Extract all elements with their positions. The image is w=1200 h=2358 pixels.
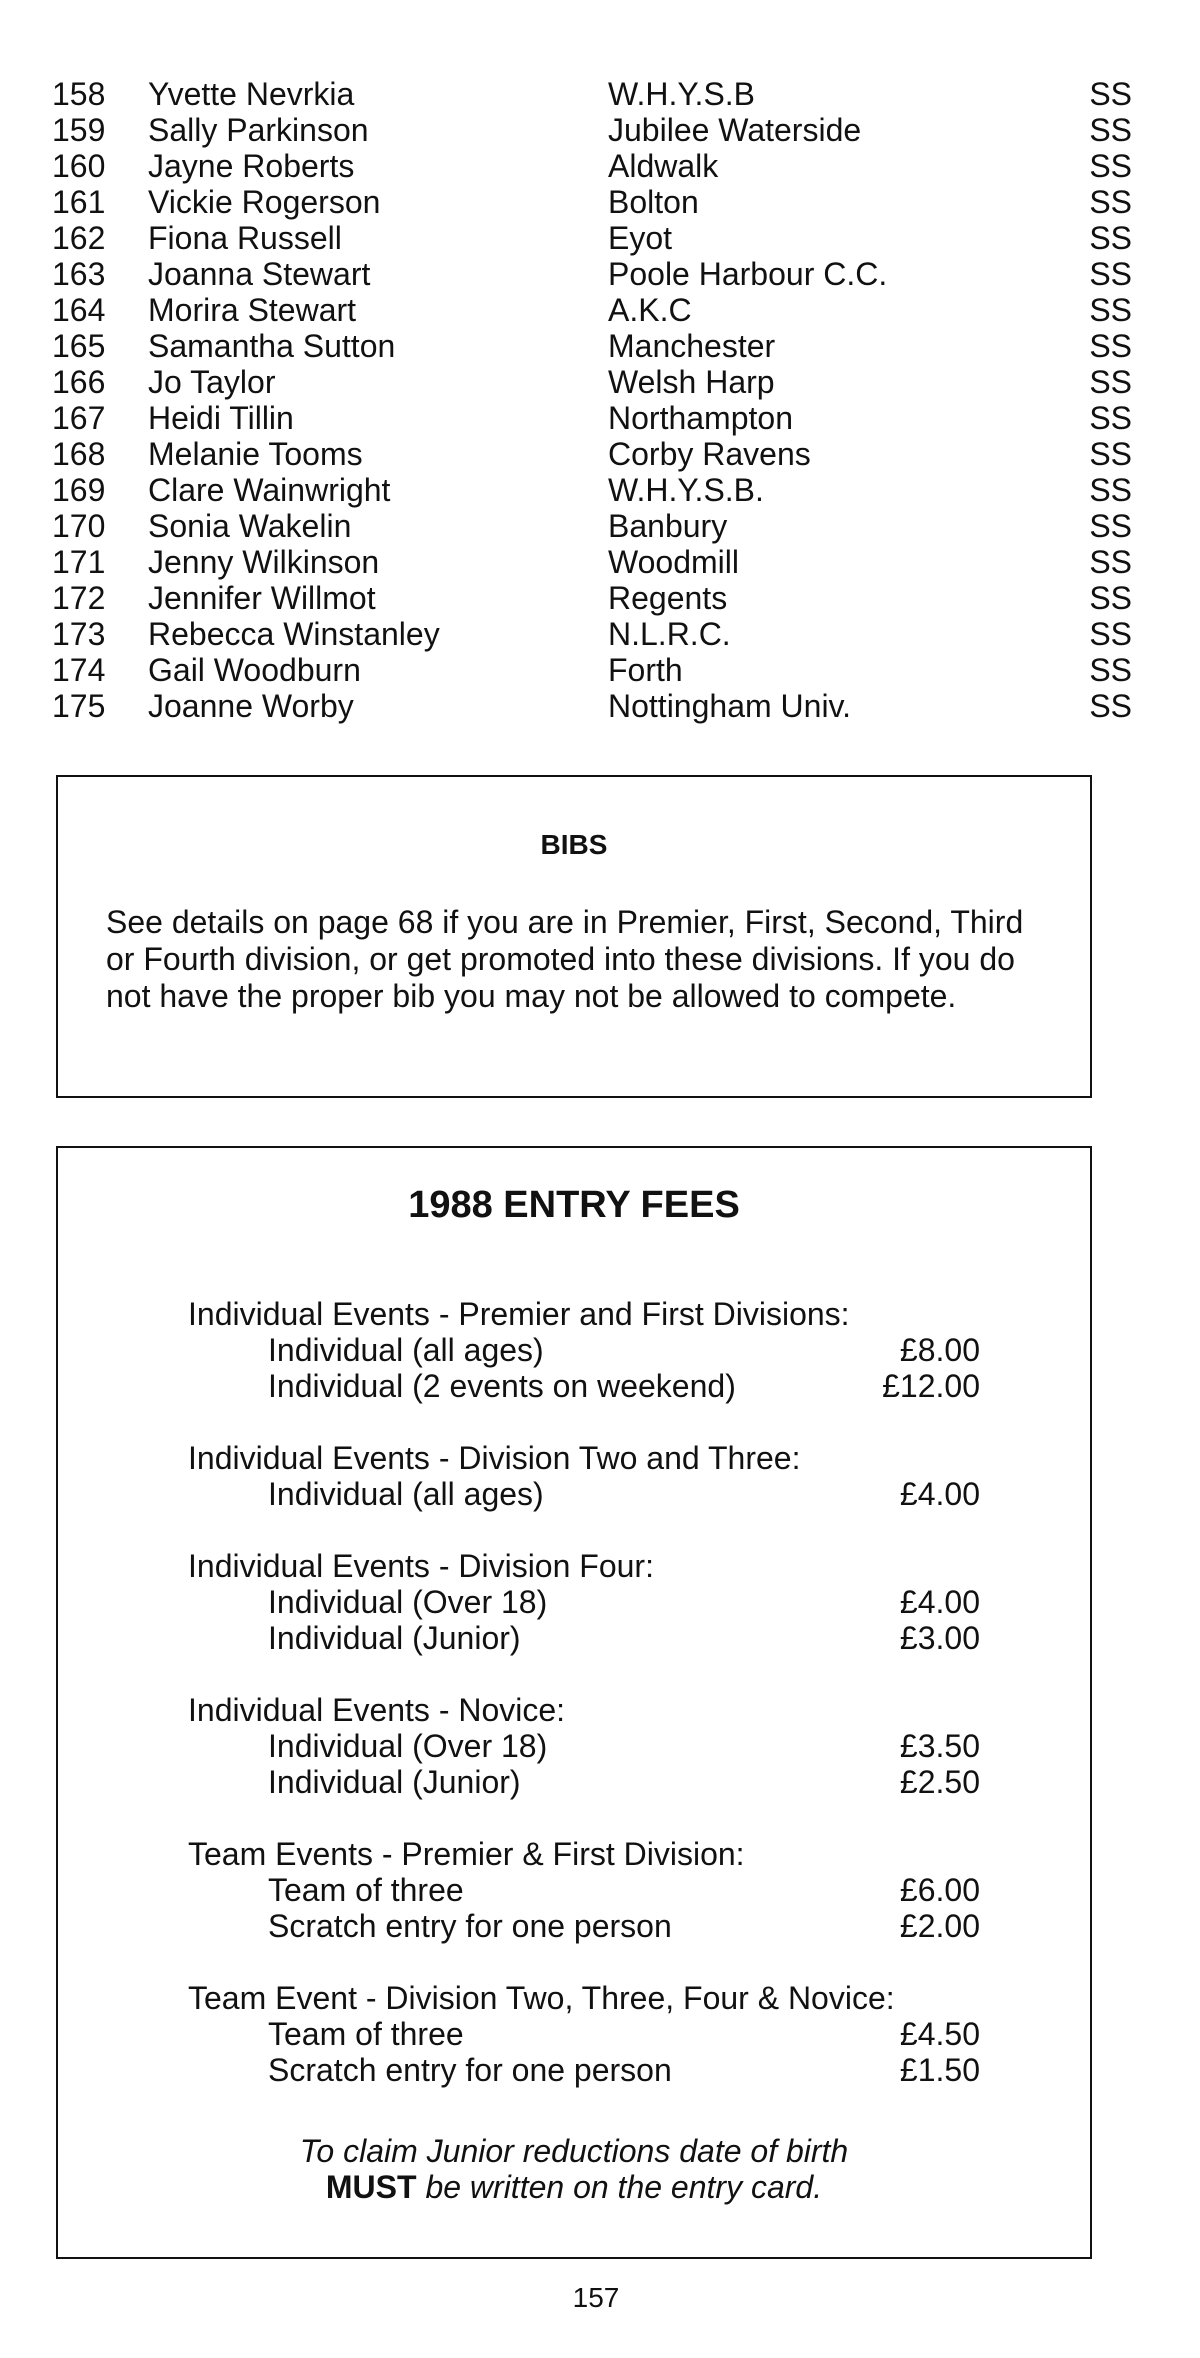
entry-category: SS [1089,652,1132,688]
entry-category: SS [1089,328,1132,364]
entry-row [52,112,1132,148]
entry-category: SS [1089,616,1132,652]
fee-item [188,2052,1018,2088]
fee-section-heading: Individual Events - Division Two and Three: [188,1440,801,1476]
entry-number: 175 [52,688,106,724]
note-line-1: To claim Junior reductions date of birth [299,2133,849,2169]
fee-item-price: £4.00 [899,1584,980,1620]
fee-item-label: Individual (Junior) [268,1764,521,1800]
fee-sections [188,1296,1018,2124]
entry-club: Eyot [608,220,673,256]
fee-item [188,1620,1018,1656]
fee-item-price: £1.50 [899,2052,980,2088]
entry-row [52,328,1132,364]
entry-name: Sonia Wakelin [148,508,352,544]
entry-row [52,76,1132,112]
fee-section [188,1980,1018,2088]
entry-list [52,76,1132,724]
entry-number: 168 [52,436,106,472]
entry-row [52,148,1132,184]
fee-item-price: £8.00 [899,1332,980,1368]
entry-number: 171 [52,544,106,580]
junior-reduction-note [58,2133,1090,2205]
entry-row [52,256,1132,292]
entry-club: N.L.R.C. [608,616,731,652]
entry-club: Forth [608,652,683,688]
fee-section [188,1440,1018,1512]
fee-item-label: Individual (all ages) [268,1332,544,1368]
entry-club: Nottingham Univ. [608,688,852,724]
fee-section-heading: Individual Events - Premier and First Divisions: [188,1296,850,1332]
fee-item-label: Team of three [268,2016,464,2052]
note-line-2-rest: be written on the entry card. [416,2169,823,2205]
entry-number: 169 [52,472,106,508]
fee-section-heading: Individual Events - Novice: [188,1692,566,1728]
entry-number: 172 [52,580,106,616]
fee-item-price: £12.00 [882,1368,980,1404]
entry-row [52,688,1132,724]
fee-item-label: Scratch entry for one person [268,1908,672,1944]
entry-name: Heidi Tillin [148,400,294,436]
fee-item [188,1872,1018,1908]
entry-name: Joanna Stewart [148,256,371,292]
entry-name: Rebecca Winstanley [148,616,440,652]
entry-category: SS [1089,688,1132,724]
fee-item-label: Individual (Over 18) [268,1584,548,1620]
entry-category: SS [1089,436,1132,472]
entry-club: Aldwalk [608,148,719,184]
entry-club: Jubilee Waterside [608,112,862,148]
entry-number: 161 [52,184,106,220]
entry-category: SS [1089,472,1132,508]
fee-section-heading: Team Events - Premier & First Division: [188,1836,745,1872]
entry-name: Morira Stewart [148,292,357,328]
entry-number: 158 [52,76,106,112]
entry-row [52,508,1132,544]
entry-row [52,544,1132,580]
fee-item-price: £4.50 [899,2016,980,2052]
entry-category: SS [1089,256,1132,292]
entry-fees-box [56,1146,1092,2259]
fee-item [188,1764,1018,1800]
entry-name: Gail Woodburn [148,652,361,688]
entry-club: Banbury [608,508,728,544]
entry-club: W.H.Y.S.B. [608,472,764,508]
bibs-text: See details on page 68 if you are in Premier, First, Second, Third or Fourth division, or get promoted into these divisions. If you do not have the proper bib you may not be allowed to compete. [106,904,1024,1014]
fee-section [188,1836,1018,1944]
fee-section [188,1692,1018,1800]
entry-row [52,580,1132,616]
entry-number: 174 [52,652,106,688]
fee-item [188,1908,1018,1944]
entry-club: Welsh Harp [608,364,775,400]
bibs-box [56,775,1092,1098]
entry-row [52,400,1132,436]
fee-item-label: Individual (Over 18) [268,1728,548,1764]
entry-category: SS [1089,400,1132,436]
fee-item [188,1728,1018,1764]
entry-category: SS [1089,508,1132,544]
entry-number: 162 [52,220,106,256]
entry-row [52,184,1132,220]
entry-club: Manchester [608,328,776,364]
entry-name: Jennifer Willmot [148,580,376,616]
fee-section-heading: Team Event - Division Two, Three, Four & Novice: [188,1980,895,2016]
fee-item-price: £3.50 [899,1728,980,1764]
fee-item-price: £3.00 [899,1620,980,1656]
entry-number: 160 [52,148,106,184]
fee-section [188,1548,1018,1656]
fee-item-price: £6.00 [899,1872,980,1908]
fee-item-label: Individual (2 events on weekend) [268,1368,736,1404]
fee-item [188,1368,1018,1404]
fee-item-price: £4.00 [899,1476,980,1512]
entry-category: SS [1089,580,1132,616]
entry-club: Woodmill [608,544,739,580]
entry-number: 164 [52,292,106,328]
entry-number: 163 [52,256,106,292]
entry-name: Fiona Russell [148,220,342,256]
entry-row [52,292,1132,328]
entry-club: A.K.C [608,292,692,328]
entry-club: Northampton [608,400,793,436]
entry-number: 165 [52,328,106,364]
entry-category: SS [1089,292,1132,328]
fee-section [188,1296,1018,1404]
fee-section-heading: Individual Events - Division Four: [188,1548,654,1584]
fee-item [188,1332,1018,1368]
entry-number: 167 [52,400,106,436]
entry-club: Poole Harbour C.C. [608,256,888,292]
entry-row [52,220,1132,256]
entry-number: 173 [52,616,106,652]
page-number: 157 [572,2282,620,2313]
fee-item-price: £2.00 [899,1908,980,1944]
entry-category: SS [1089,148,1132,184]
entry-category: SS [1089,220,1132,256]
note-emphasis: MUST [325,2169,417,2205]
entry-number: 170 [52,508,106,544]
fee-item [188,1584,1018,1620]
entry-category: SS [1089,112,1132,148]
entry-name: Yvette Nevrkia [148,76,355,112]
entry-name: Clare Wainwright [148,472,391,508]
entry-number: 166 [52,364,106,400]
entry-category: SS [1089,364,1132,400]
note-line-2 [58,2169,1090,2205]
entry-name: Jayne Roberts [148,148,355,184]
entry-club: Bolton [608,184,699,220]
entry-fees-title: 1988 ENTRY FEES [408,1184,740,1226]
entry-category: SS [1089,544,1132,580]
entry-club: Regents [608,580,728,616]
entry-club: W.H.Y.S.B [608,76,756,112]
entry-name: Joanne Worby [148,688,354,724]
entry-name: Jenny Wilkinson [148,544,380,580]
entry-row [52,652,1132,688]
entry-name: Sally Parkinson [148,112,369,148]
entry-row [52,616,1132,652]
entry-category: SS [1089,184,1132,220]
fee-item [188,1476,1018,1512]
fee-item-label: Team of three [268,1872,464,1908]
entry-row [52,436,1132,472]
entry-row [52,364,1132,400]
entry-name: Jo Taylor [148,364,276,400]
fee-item-price: £2.50 [899,1764,980,1800]
entry-number: 159 [52,112,106,148]
entry-category: SS [1089,76,1132,112]
fee-item-label: Individual (all ages) [268,1476,544,1512]
entry-name: Vickie Rogerson [148,184,381,220]
fee-item-label: Scratch entry for one person [268,2052,672,2088]
entry-club: Corby Ravens [608,436,811,472]
entry-name: Samantha Sutton [148,328,396,364]
fee-item-label: Individual (Junior) [268,1620,521,1656]
fee-item [188,2016,1018,2052]
entry-name: Melanie Tooms [148,436,363,472]
entry-row [52,472,1132,508]
bibs-title: BIBS [540,829,608,860]
